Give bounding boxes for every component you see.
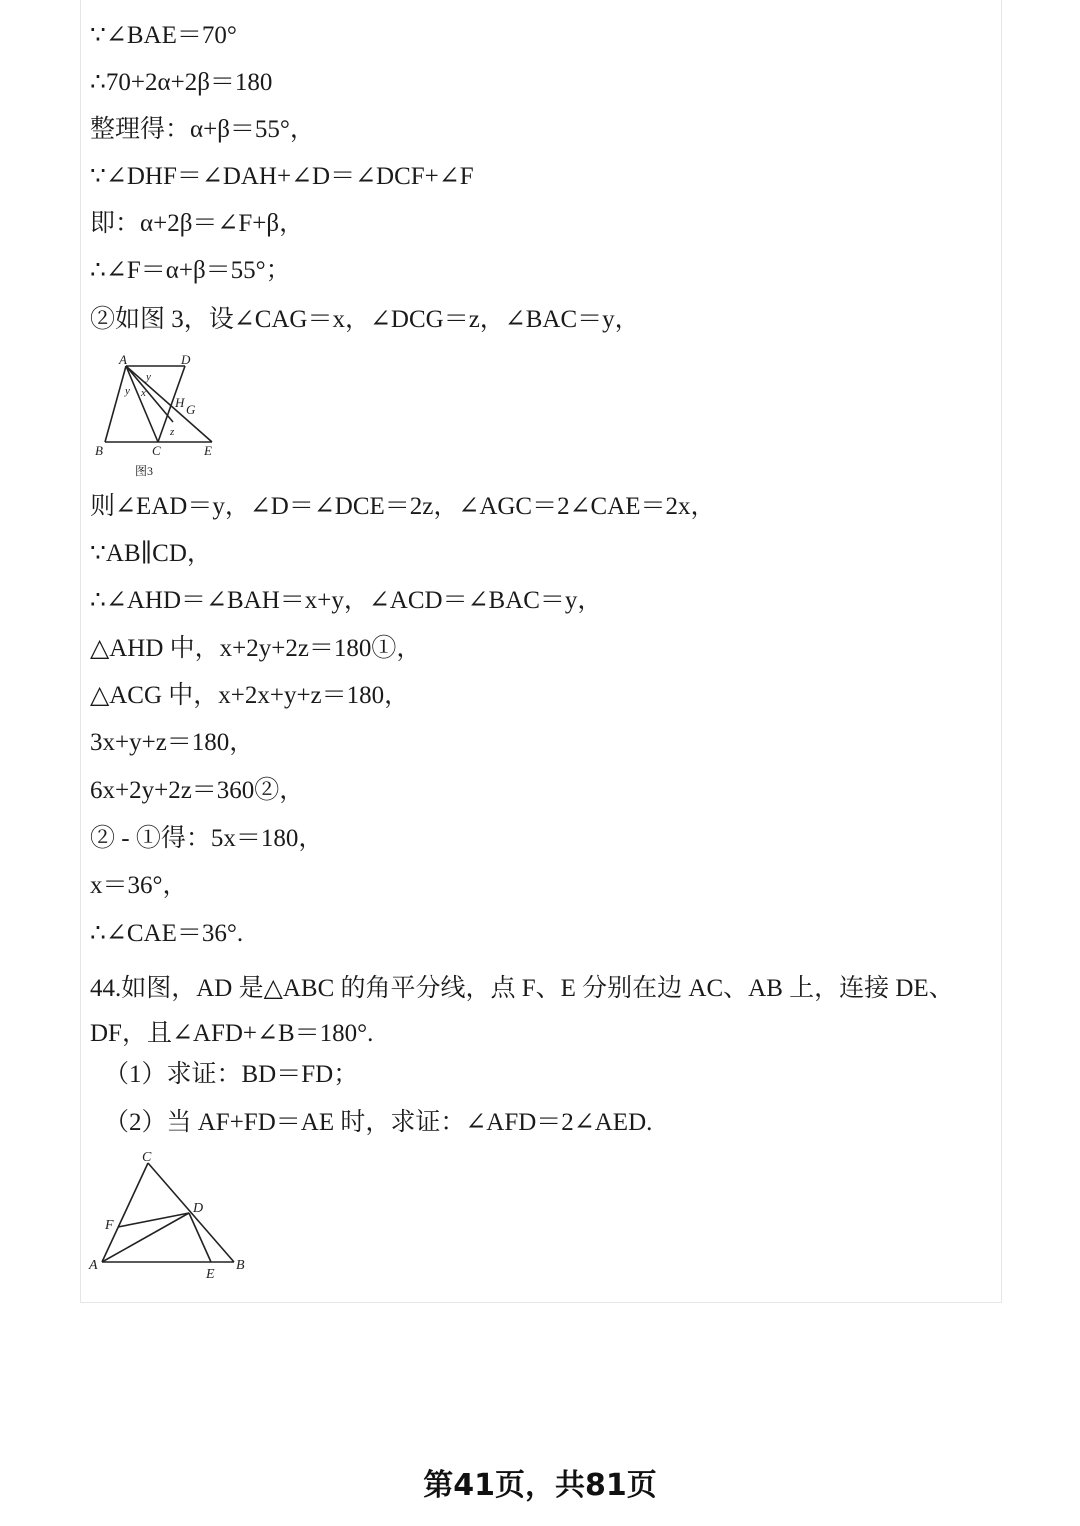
fig44-label-f: F [105, 1218, 114, 1233]
fig3-label-e: E [204, 443, 212, 458]
text-line-2: ∴70+2α+2β＝180 [90, 69, 273, 96]
fig3-label-x: x [141, 387, 146, 399]
text-line-1: ∵∠BAE＝70° [90, 22, 237, 49]
text-line-17: ∴∠CAE＝36°. [90, 920, 244, 947]
text-line-15: ② - ①得：5x＝180， [90, 825, 324, 852]
fig44-label-c: C [142, 1150, 152, 1165]
figure-44 [86, 1145, 256, 1285]
text-line-14: 6x+2y+2z＝360②， [90, 777, 305, 804]
fig3-label-g: G [186, 402, 196, 417]
fig3-label-y1: y [146, 371, 151, 383]
problem-44-part-2: （2）当 AF+FD＝AE 时，求证：∠AFD＝2∠AED. [104, 1109, 653, 1136]
fig3-caption: 图3 [135, 464, 154, 478]
fig3-label-d: D [181, 352, 191, 367]
fig44-label-d: D [193, 1201, 204, 1216]
text-line-16: x＝36°， [90, 872, 188, 899]
fig44-label-b: B [236, 1258, 245, 1273]
text-line-3: 整理得：α+β＝55°， [90, 116, 315, 143]
text-line-12: △ACG 中，x+2x+y+z＝180， [90, 682, 410, 709]
text-line-4: ∵∠DHF＝∠DAH+∠D＝∠DCF+∠F [90, 163, 474, 190]
text-line-10: ∴∠AHD＝∠BAH＝x+y，∠ACD＝∠BAC＝y， [90, 587, 603, 614]
fig3-label-z: z [170, 426, 175, 438]
page-number-footer: 第41页，共81页 [423, 1468, 657, 1503]
fig44-label-a: A [89, 1258, 98, 1273]
text-line-7: ②如图 3，设∠CAG＝x，∠DCG＝z，∠BAC＝y， [90, 306, 640, 333]
text-line-11: △AHD 中，x+2y+2z＝180①， [90, 635, 422, 662]
text-line-6: ∴∠F＝α+β＝55°； [90, 257, 291, 284]
fig3-label-h: H [175, 395, 185, 410]
problem-44-statement: 44.如图，AD 是△ABC 的角平分线，点 F、E 分别在边 AC、AB 上，连接 DE、DF，且∠AFD+∠B＝180°. [90, 975, 954, 1047]
figure-3 [88, 348, 228, 483]
fig44-label-e: E [206, 1267, 215, 1282]
text-line-13: 3x+y+z＝180， [90, 729, 255, 756]
fig3-label-y2: y [125, 385, 130, 397]
fig3-label-c: C [152, 443, 161, 458]
text-line-9: ∵AB∥CD， [90, 540, 212, 567]
text-line-8: 则∠EAD＝y，∠D＝∠DCE＝2z，∠AGC＝2∠CAE＝2x， [90, 493, 716, 520]
problem-44-part-1: （1）求证：BD＝FD； [104, 1061, 359, 1088]
fig3-label-a: A [119, 352, 127, 367]
fig3-label-b: B [95, 443, 103, 458]
text-line-5: 即：α+2β＝∠F+β， [90, 210, 305, 237]
